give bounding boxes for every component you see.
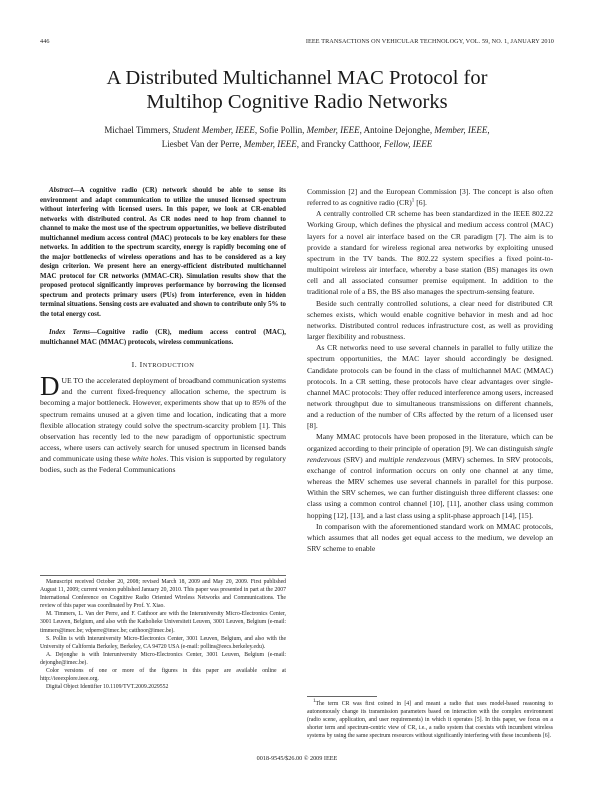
author-membership: Member, IEEE	[306, 125, 360, 135]
author-affiliation: M. Timmers, L. Van der Perre, and F. Catthoor are with the Interuniversity Micro-Electronics Center, 3001 Leuven, Belgium, and also with the Katholieke Universiteit Leuven, 3001 Leuven, Belgium (e-mail: timmers@imec.be; vdperre@imec.be; catthoor@imec.be).	[40, 611, 286, 634]
body-text: [6].	[414, 198, 427, 208]
author-membership: Member, IEEE	[243, 139, 297, 149]
issn-copyright: 0018-9545/$26.00 © 2009 IEEE	[256, 755, 338, 762]
italic-term: single rendezvous	[307, 443, 553, 464]
author-name: Liesbet Van der Perre,	[161, 139, 244, 149]
abstract-text: —A cognitive radio (CR) network should be able to sense its environment and adapt communication to utilize the unused licensed spectrum without interfering with licensed users. In this paper, we look at CR-enabled networks with distributed control. As CR nodes need to hop from channel to channel to make the most use of the spectrum opportunities, we believe distributed multichannel medium access control (MAC) protocols to be key enablers for these networks. In addition to the spectrum scarcity, energy is rapidly becoming one of the major bottlenecks of wireless operations and has to be considered as a key design criterion. We present here an energy-efficient distributed multichannel MAC protocol for CR networks (MMAC-CR). Simulation results show that the proposed protocol significantly improves performance by borrowing the licensed spectrum and protects primary users (PUs) from interference, even in hidden terminal situations. Sensing costs are evaluated and shown to contribute only 5% to the total energy cost.	[40, 187, 286, 318]
section-heading-introduction	[40, 359, 286, 371]
intro-text-end: . This vision is supported by regulatory bodies, such as the Federal Communications	[40, 454, 286, 475]
abstract-label: Abstract	[49, 187, 73, 194]
color-versions-note: Color versions of one or more of the figures in this paper are available online at http://ieeexplore.ieee.org.	[40, 668, 286, 683]
cr-term-footnote	[307, 700, 553, 740]
author-name: , Antoine Dejonghe,	[359, 125, 435, 135]
author-name: , Sofie Pollin,	[254, 125, 307, 135]
right-paragraph-2: Beside such centrally controlled solutions, a clear need for distributed CR schemes exists, which would enable cognitive behavior in mesh and ad hoc networks. Distributed control reduces infrastructure cost, as well as providing larger flexibility and robustness.	[307, 298, 553, 342]
section-number: I.	[131, 360, 140, 369]
author-list	[40, 123, 554, 151]
italic-term: multiple rendezvous	[378, 454, 441, 464]
author-membership: Student Member, IEEE	[172, 125, 255, 135]
intro-text: UE TO the accelerated deployment of broadband communication systems and the current fixed-frequency allocation scheme, the spectrum is becoming a major bottleneck. However, experiments show that up to 85% of the spectrum remains unused at a given time and location, indicating that a more flexible allocation strategy could solve the spectrum-scarcity problem [1]. This observation has recently led to the new paradigm of opportunistic spectrum access, where users can actively search for unused spectrum in licensed bands and communicate using these	[40, 376, 286, 464]
right-paragraph-0	[307, 186, 553, 208]
author-membership: Member, IEEE	[434, 125, 488, 135]
index-terms-text: —Cognitive radio (CR), medium access control (MAC), multichannel MAC (MMAC) protocols, wireless communications.	[40, 329, 286, 346]
manuscript-footnote	[40, 578, 286, 691]
footnote-divider-right	[307, 696, 377, 697]
author-name: , and Francky Catthoor,	[296, 139, 384, 149]
manuscript-dates: Manuscript received October 20, 2008; revised March 18, 2009 and May 20, 2009. First published August 11, 2009; current version published January 20, 2010. This paper was presented in part at the 2007 International Conference on Cognitive Radio Oriented Wireless Networks and Communications. The review of this paper was coordinated by Prof. Y. Xiao.	[40, 579, 286, 610]
section-title-initial: I	[139, 360, 143, 369]
author-separator: ,	[487, 125, 490, 135]
right-paragraph-5: In comparison with the aforementioned standard work on MMAC protocols, which assumes that all nodes get equal access to the medium, we develop an SRV scheme to enable	[307, 521, 553, 553]
footnote-divider	[40, 575, 286, 576]
index-terms-label: Index Terms	[49, 329, 90, 336]
footnote-text: The term CR was first coined in [4] and meant a radio that uses model-based reasoning to autonomously change its transmission parameters based on interaction with the complex environment (radio scene, application, and user requirements) in which it operates [5]. In this paper, we focus on a shorter term and spectrum-centric view of CR, i.e., a radio system that coexists with incumbent wireless systems by using the same spectrum resources without significantly interfering with these incumbents [6].	[307, 701, 553, 740]
intro-paragraph-1	[40, 371, 286, 475]
title-line-1: A Distributed Multichannel MAC Protocol for	[106, 67, 488, 89]
authors-line-2	[40, 137, 554, 151]
authors-line-1	[40, 123, 554, 137]
section-title-rest: NTRODUCTION	[142, 362, 195, 369]
right-paragraph-3: As CR networks need to use several channels in parallel to fully utilize the spectrum opportunities, the MAC layer should accordingly be designed. Candidate protocols can be found in the class of multichannel MAC (MMAC) protocols. In a CR setting, these protocols have clear advantages over single-channel MAC protocols: They offer reduced interference among users, increased network throughput due to simultaneous transmissions on different channels, and a reduction of the number of CRs affected by the return of a licensed user [8].	[307, 343, 553, 431]
intro-italic-term: white holes	[131, 454, 167, 464]
title-line-2: Multihop Cognitive Radio Networks	[146, 91, 448, 113]
right-column	[307, 186, 553, 554]
paper-title	[40, 66, 554, 114]
right-paragraph-1: A centrally controlled CR scheme has been standardized in the IEEE 802.22 Working Group, which defines the physical and medium access control (MAC) layers for a novel air interface based on the CR paradigm [7]. The aim is to provide a standard for wireless regional area networks by exploiting unused spectrum in the TV bands. The 802.22 system specifies a fixed point-to-multipoint wireless air interface, whereby a base station (BS) manages its own cell and all associated consumer premise equipment. In addition to the traditional role of a BS, the BS also manages the spectrum-sensing feature.	[307, 209, 553, 297]
footnote-marker: 1	[313, 699, 316, 705]
footnote-marker: 1	[411, 198, 415, 204]
author-affiliation: A. Dejonghe is with Interuniversity Micro-Electronics Center, 3001 Leuven, Belgium (e-mail: dejonghe@imec.be).	[40, 651, 286, 666]
doi-identifier: Digital Object Identifier 10.1109/TVT.2009.2029552	[46, 684, 169, 691]
page-number: 446	[40, 38, 50, 45]
left-column	[40, 186, 286, 476]
author-membership: Fellow, IEEE	[383, 139, 433, 149]
drop-cap: D	[40, 371, 60, 402]
author-name: Michael Timmers,	[104, 125, 173, 135]
body-text: (MRV) schemes. In SRV protocols, exchange of control information occurs on only one channel at any time, whereas the MRV schemes use several channels in parallel for this purpose. Within the SRV schemes, we can further distinguish three different classes: one class using a common control channel [10], [11], another class using common hopping [12], [13], and a last class using a split-phase approach [14], [15].	[307, 454, 553, 520]
index-terms	[40, 328, 286, 347]
body-text: Commission [2] and the European Commission [3]. The concept is also often referred to as cognitive radio (CR)	[307, 187, 553, 208]
journal-running-head: IEEE TRANSACTIONS ON VEHICULAR TECHNOLOGY, VOL. 59, NO. 1, JANUARY 2010	[305, 38, 554, 45]
body-text: (SRV) and	[340, 454, 379, 464]
body-text: Many MMAC protocols have been proposed in the literature, which can be organized according to their principle of operation [9]. We can distinguish	[307, 432, 553, 453]
right-paragraph-4	[307, 431, 553, 520]
abstract	[40, 186, 286, 319]
author-affiliation: S. Pollin is with Interuniversity Micro-Electronics Center, 3001 Leuven, Belgium, and also with the University of California Berkeley, Berkeley, CA 94720 USA (e-mail: pollins@eecs.berkeley.edu).	[40, 635, 286, 650]
